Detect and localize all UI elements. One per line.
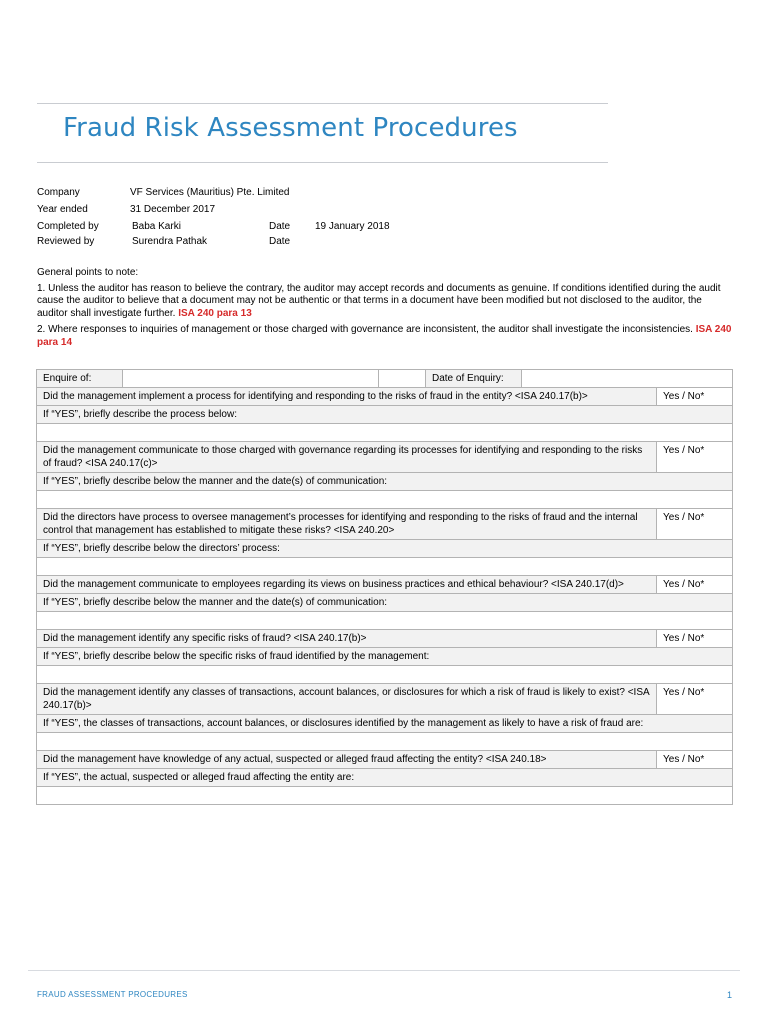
answer-field-2[interactable]: [37, 491, 733, 509]
page-title: Fraud Risk Assessment Procedures: [63, 113, 518, 143]
answer-row-4: [37, 612, 733, 630]
yes-no-2[interactable]: Yes / No*: [657, 442, 733, 473]
company-label: Company: [37, 187, 80, 198]
note-item-1: [37, 283, 732, 321]
yes-no-5[interactable]: Yes / No*: [657, 630, 733, 648]
followup-row-6: [37, 715, 733, 733]
yes-no-7[interactable]: Yes / No*: [657, 751, 733, 769]
followup-row-2: [37, 473, 733, 491]
note-item-2-text: 2. Where responses to inquiries of management or those charged with governance are inconsistent, the auditor shall investigate the inconsistencies.: [37, 324, 693, 335]
completed-value: Baba Karki: [132, 221, 181, 232]
reviewed-label: Reviewed by: [37, 236, 95, 247]
question-7: Did the management have knowledge of any actual, suspected or alleged fraud affecting the entity? <ISA 240.18>: [37, 751, 657, 769]
question-row-2: [37, 442, 733, 473]
answer-field-6[interactable]: [37, 733, 733, 751]
followup-4: If “YES”, briefly describe below the manner and the date(s) of communication:: [37, 594, 733, 612]
followup-6: If “YES”, the classes of transactions, account balances, or disclosures identified by the management as likely to have a risk of fraud are:: [37, 715, 733, 733]
note-item-2: [37, 324, 732, 349]
answer-row-5: [37, 666, 733, 684]
answer-field-5[interactable]: [37, 666, 733, 684]
enquiry-table: [36, 369, 733, 805]
question-4: Did the management communicate to employees regarding its views on business practices and ethical behaviour? <ISA 240.17(d)>: [37, 576, 657, 594]
note-item-1-reference: ISA 240 para 13: [178, 307, 252, 319]
question-row-1: [37, 388, 733, 406]
enquire-of-field-spacer[interactable]: [379, 370, 426, 388]
question-row-5: [37, 630, 733, 648]
followup-2: If “YES”, briefly describe below the manner and the date(s) of communication:: [37, 473, 733, 491]
answer-field-1[interactable]: [37, 424, 733, 442]
followup-row-3: [37, 540, 733, 558]
followup-row-5: [37, 648, 733, 666]
yes-no-3[interactable]: Yes / No*: [657, 509, 733, 540]
followup-5: If “YES”, briefly describe below the specific risks of fraud identified by the management:: [37, 648, 733, 666]
note-item-2-reference: ISA 240 para 14: [37, 324, 732, 348]
answer-field-4[interactable]: [37, 612, 733, 630]
followup-row-7: [37, 769, 733, 787]
footer-rule: [28, 970, 740, 971]
date-value-completed: 19 January 2018: [315, 221, 390, 232]
question-1: Did the management implement a process for identifying and responding to the risks of fraud in the entity? <ISA 240.17(b)>: [37, 388, 657, 406]
answer-row-1: [37, 424, 733, 442]
answer-row-7: [37, 787, 733, 805]
title-rule: [37, 162, 608, 163]
yes-no-1[interactable]: Yes / No*: [657, 388, 733, 406]
question-6: Did the management identify any classes of transactions, account balances, or disclosures for which a risk of fraud is likely to exist? <ISA 240.17(b)>: [37, 684, 657, 715]
enquire-of-label: Enquire of:: [37, 370, 123, 388]
date-label-completed: Date: [269, 221, 291, 232]
answer-field-3[interactable]: [37, 558, 733, 576]
question-5: Did the management identify any specific risks of fraud? <ISA 240.17(b)>: [37, 630, 657, 648]
enquiry-date-field[interactable]: [522, 370, 733, 388]
top-rule: [37, 103, 608, 104]
year-label: Year ended: [37, 204, 88, 215]
question-row-3: [37, 509, 733, 540]
answer-row-3: [37, 558, 733, 576]
note-item-1-text: 1. Unless the auditor has reason to believe the contrary, the auditor may accept records and documents as genuine. If conditions identified during the audit cause the auditor to believe that a document may not be authentic or that terms in a document have been modified but not disclosed to the auditor, the auditor shall investigate further.: [37, 282, 721, 319]
question-row-7: [37, 751, 733, 769]
notes-heading: General points to note:: [37, 267, 139, 278]
enquiry-date-label: Date of Enquiry:: [426, 370, 522, 388]
page-number: 1: [727, 990, 733, 1000]
reviewed-value: Surendra Pathak: [132, 236, 208, 247]
followup-1: If “YES”, briefly describe the process below:: [37, 406, 733, 424]
followup-3: If “YES”, briefly describe below the directors’ process:: [37, 540, 733, 558]
enquiry-header-row: [37, 370, 733, 388]
date-label-reviewed: Date: [269, 236, 291, 247]
yes-no-4[interactable]: Yes / No*: [657, 576, 733, 594]
year-value: 31 December 2017: [130, 204, 216, 215]
answer-row-2: [37, 491, 733, 509]
yes-no-6[interactable]: Yes / No*: [657, 684, 733, 715]
followup-row-1: [37, 406, 733, 424]
question-3: Did the directors have process to oversee management’s processes for identifying and responding to the risks of fraud and the internal control that management has established to mitigate these risks? <ISA 240.20>: [37, 509, 657, 540]
footer-label: FRAUD ASSESSMENT PROCEDURES: [37, 990, 188, 999]
question-row-4: [37, 576, 733, 594]
answer-field-7[interactable]: [37, 787, 733, 805]
enquire-of-field[interactable]: [123, 370, 379, 388]
answer-row-6: [37, 733, 733, 751]
company-value: VF Services (Mauritius) Pte. Limited: [130, 187, 290, 198]
question-2: Did the management communicate to those charged with governance regarding its processes for identifying and responding to the risks of fraud? <ISA 240.17(c)>: [37, 442, 657, 473]
general-notes: [37, 267, 732, 353]
completed-label: Completed by: [37, 221, 99, 232]
question-row-6: [37, 684, 733, 715]
followup-7: If “YES”, the actual, suspected or alleged fraud affecting the entity are:: [37, 769, 733, 787]
followup-row-4: [37, 594, 733, 612]
